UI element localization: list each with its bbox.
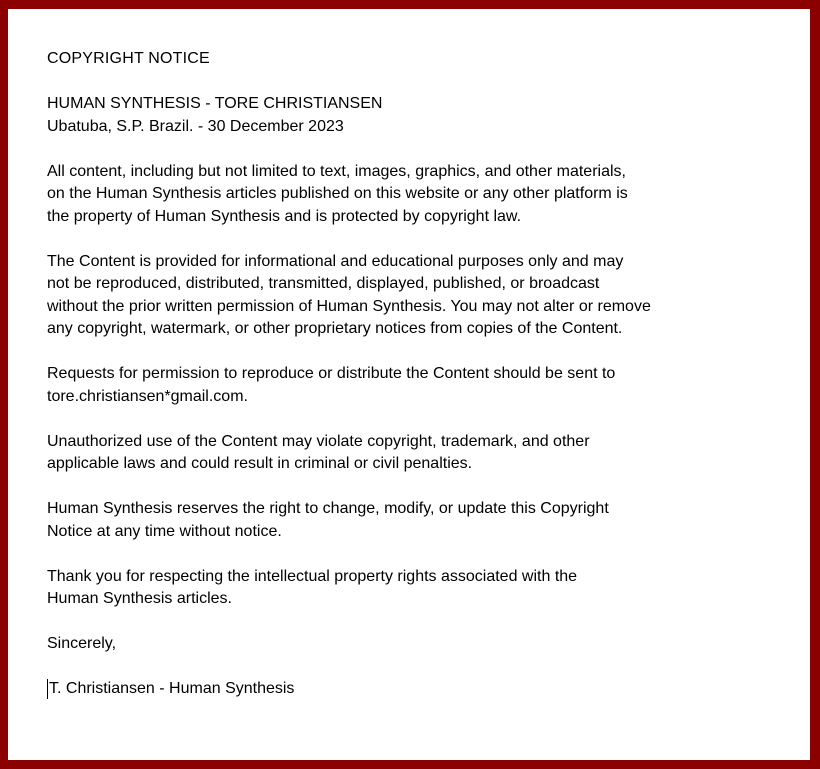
text-line: Thank you for respecting the intellectual property rights associated with the	[47, 567, 578, 585]
paragraph-usage-restrictions	[47, 251, 780, 341]
text-line: on the Human Synthesis articles published on this website or any other platform is	[47, 185, 628, 202]
paragraph-thank-you	[47, 566, 780, 611]
text-line: Human Synthesis reserves the right to change, modify, or update this Copyright	[47, 500, 609, 517]
paragraph-right-to-update	[47, 498, 780, 543]
text-line: HUMAN SYNTHESIS - TORE CHRISTIANSEN	[47, 95, 383, 112]
text-line: tore.christiansen*gmail.com.	[47, 387, 248, 405]
text-line: Ubatuba, S.P. Brazil. - 30 December 2023	[47, 117, 344, 135]
text-line: not be reproduced, distributed, transmitted, displayed, published, or broadcast	[47, 275, 600, 292]
closing-line: Sincerely,	[47, 635, 117, 652]
document-heading: COPYRIGHT NOTICE	[47, 50, 210, 67]
text-line: All content, including but not limited to text, images, graphics, and other materials,	[47, 162, 626, 180]
text-line: applicable laws and could result in criminal or civil penalties.	[47, 455, 473, 472]
paragraph-content-ownership	[47, 161, 780, 229]
text-line: Notice at any time without notice.	[47, 522, 282, 540]
text-line: Human Synthesis articles.	[47, 590, 232, 607]
text-line: any copyright, watermark, or other proprietary notices from copies of the Content.	[47, 320, 623, 337]
signature-line	[47, 678, 780, 701]
text-line: The Content is provided for informational and educational purposes only and may	[47, 252, 624, 270]
text-line: Requests for permission to reproduce or distribute the Content should be sent to	[47, 365, 616, 382]
text-line: Unauthorized use of the Content may violate copyright, trademark, and other	[47, 432, 590, 450]
text-line: without the prior written permission of Human Synthesis. You may not alter or remove	[47, 297, 651, 315]
text-cursor-caret	[47, 679, 48, 699]
copyright-notice-document[interactable]	[8, 9, 810, 701]
paragraph-unauthorized-use	[47, 431, 780, 476]
byline	[47, 93, 780, 138]
signature-text: T. Christiansen - Human Synthesis	[49, 680, 295, 697]
paragraph-permission-requests	[47, 363, 780, 408]
text-line: the property of Human Synthesis and is protected by copyright law.	[47, 207, 522, 225]
